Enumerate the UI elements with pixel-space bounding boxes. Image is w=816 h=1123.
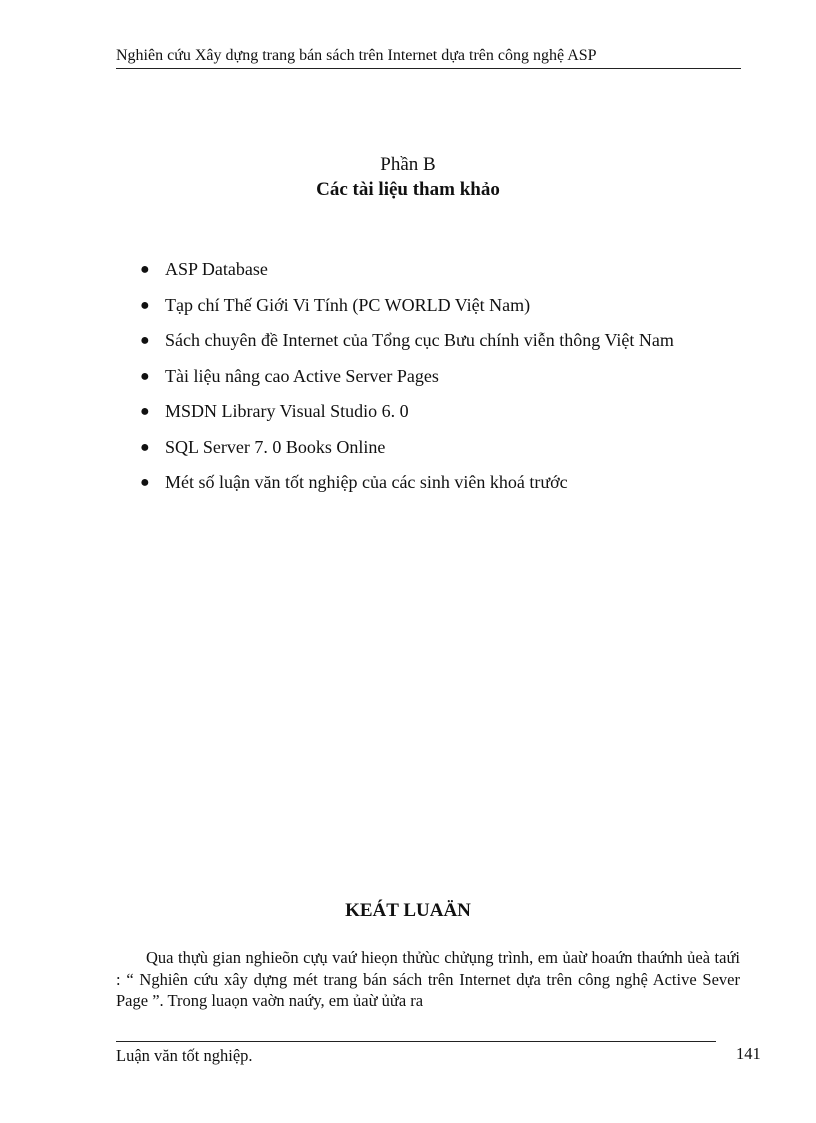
conclusion-paragraph: Qua thựù gian nghieõn cựụ vaứ hieọn thửùc chửụng trình, em ủaừ hoaứn thaứnh ủeà taứi : “ Nghiên cứu xây dựng mét trang bán sách trên Internet dựa trên công nghệ Active Sever Page ”. Trong luaọn vaờn naứy, em ủaừ ủửa ra <box>116 948 740 1010</box>
list-item <box>140 359 720 395</box>
part-label: Phần B <box>380 154 436 175</box>
bullet-icon: ● <box>140 403 150 420</box>
reference-text: Mét số luận văn tốt nghiệp của các sinh viên khoá trước <box>165 472 568 492</box>
list-item <box>140 430 720 466</box>
page-number: 141 <box>736 1044 761 1063</box>
bullet-icon: ● <box>140 332 150 349</box>
bullet-icon: ● <box>140 296 150 314</box>
bullet-icon: ● <box>140 438 150 456</box>
list-item <box>140 394 720 430</box>
reference-list <box>140 252 720 501</box>
list-item <box>140 465 720 501</box>
footer-divider <box>116 1041 716 1042</box>
reference-text: SQL Server 7. 0 Books Online <box>165 436 386 457</box>
conclusion-title: KEÁT LUAÄN <box>345 900 471 921</box>
reference-text: Tạp chí Thế Giới Vi Tính (PC WORLD Việt Nam) <box>165 294 531 315</box>
bullet-icon: ● <box>140 261 150 278</box>
list-item <box>140 323 720 359</box>
reference-text: MSDN Library Visual Studio 6. 0 <box>165 401 409 421</box>
running-header: Nghiên cứu Xây dựng trang bán sách trên Internet dựa trên công nghệ ASP <box>116 46 741 69</box>
section-title: Các tài liệu tham khảo <box>316 179 500 200</box>
list-item <box>140 252 720 288</box>
bullet-icon: ● <box>140 474 150 491</box>
reference-text: Tài liệu nâng cao Active Server Pages <box>165 365 439 386</box>
list-item <box>140 288 720 324</box>
reference-text: ASP Database <box>165 259 268 279</box>
bullet-icon: ● <box>140 367 150 385</box>
footer-label: Luận văn tốt nghiệp. <box>116 1046 253 1065</box>
reference-text: Sách chuyên đề Internet của Tổng cục Bưu chính viễn thông Việt Nam <box>165 330 674 350</box>
